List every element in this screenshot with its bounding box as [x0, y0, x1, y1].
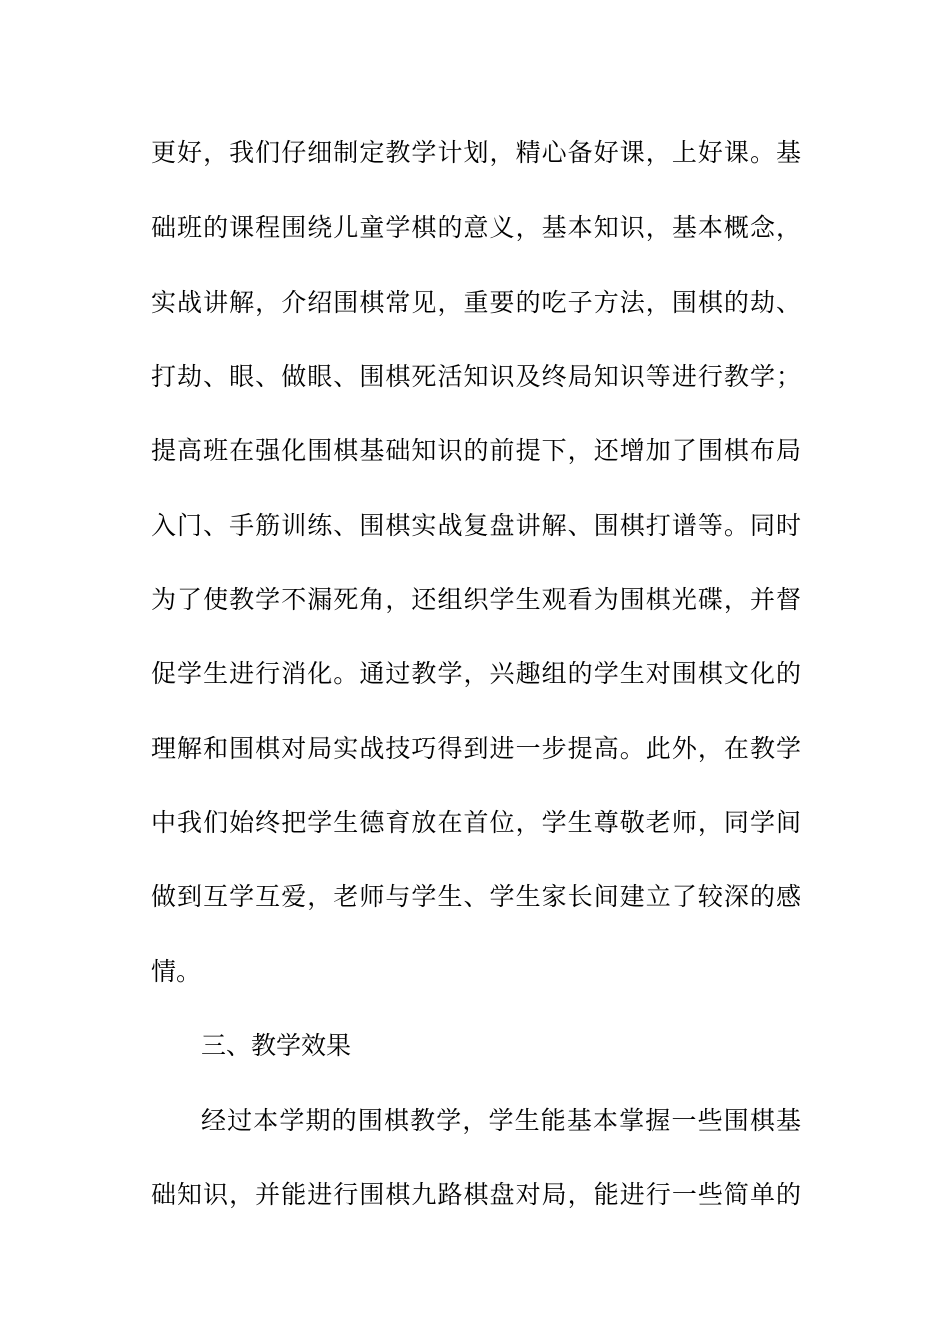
- body-text-line: 入门、手筋训练、围棋实战复盘讲解、围棋打谱等。同时: [151, 511, 801, 540]
- section-heading: 三、教学效果: [201, 1031, 352, 1060]
- body-text-line: 更好，我们仔细制定教学计划，精心备好课，上好课。基: [151, 138, 801, 167]
- body-text-line: 理解和围棋对局实战技巧得到进一步提高。此外，在教学: [151, 734, 801, 763]
- body-text-line: 提高班在强化围棋基础知识的前提下，还增加了围棋布局: [151, 436, 801, 465]
- body-text-line: 础班的课程围绕儿童学棋的意义，基本知识，基本概念，: [151, 213, 801, 242]
- body-text-line: 经过本学期的围棋教学，学生能基本掌握一些围棋基: [201, 1106, 801, 1135]
- body-text-line: 实战讲解，介绍围棋常见，重要的吃子方法，围棋的劫、: [151, 288, 801, 317]
- body-text-line: 中我们始终把学生德育放在首位，学生尊敬老师，同学间: [151, 808, 801, 837]
- body-text-line: 促学生进行消化。通过教学，兴趣组的学生对围棋文化的: [151, 659, 801, 688]
- body-text-line: 情。: [151, 957, 202, 986]
- body-text-line: 做到互学互爱，老师与学生、学生家长间建立了较深的感: [151, 882, 801, 911]
- body-text-line: 为了使教学不漏死角，还组织学生观看为围棋光碟，并督: [151, 585, 801, 614]
- body-text-line: 础知识，并能进行围棋九路棋盘对局，能进行一些简单的: [151, 1180, 801, 1209]
- body-text-line: 打劫、眼、做眼、围棋死活知识及终局知识等进行教学；: [151, 362, 801, 391]
